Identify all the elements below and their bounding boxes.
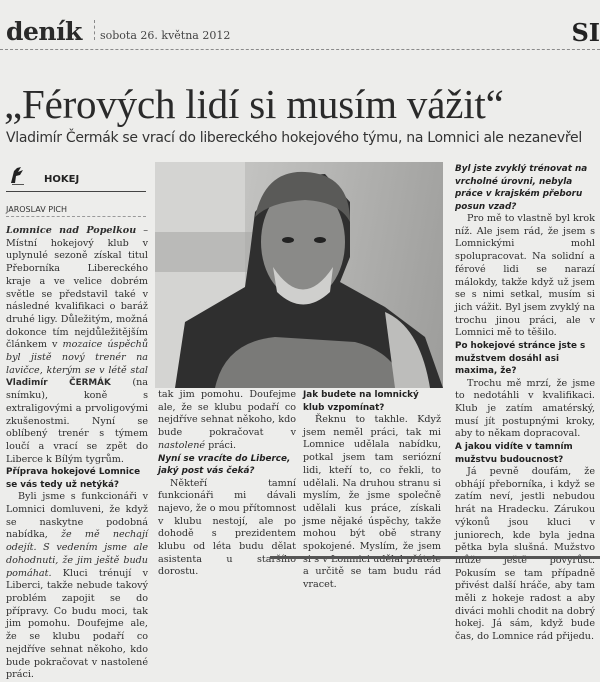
question: Jak budete na lomnický klub vzpomínat? — [303, 390, 419, 413]
column-4 — [455, 163, 595, 644]
column-3 — [303, 389, 441, 592]
question: Po hokejové stránce jste s mužstvem dosáhl asi maxima, že? — [455, 341, 586, 377]
lead-name: Vladimír ČERMÁK — [6, 378, 111, 389]
answer: Někteří tamní funkcionáři mi dávali najevo, že o mou přítomnost v klubu nestojí, ale po dohodě s prezidentem klubu od léta budu dělat asistenta u staršího dorostu. — [158, 477, 296, 578]
article-headline: „Férových lidí si musím vážit“ — [4, 81, 504, 127]
portrait-photo — [155, 162, 443, 388]
answer: Trochu mě mrzí, že jsme to nedotáhli v kvalifikaci. Klub je zatím amatérský, musí jít postupnými kroky, aby to někam dopracoval. — [455, 377, 595, 440]
answer: Já pevně doufám, že obhájí přeborníka, i když se zatím neví, jestli nebudou hrát na Hradecku. Zárukou výkonů jsou kluci v juniorech, kde byla jedna pětka byla slušná. Mužstvo může ještě povyrůst. Pokusím se tam případně přivést další hráče, aby tam měli z hokeje radost a aby diváci mohli chodit na dobrý hokej. Já sám, když bude čas, do Lomnice rád přijedu. — [455, 466, 595, 643]
masthead — [0, 0, 600, 50]
question: Byl jste zvyklý trénovat na vrcholné úrovni, nebyla práce v krajském přeboru posun vzad? — [455, 164, 588, 212]
question: Nyní se vracíte do Liberce, jaký post vás čeká? — [158, 453, 291, 477]
question: A jakou vidíte v tamním mužstvu budoucnost? — [455, 442, 573, 465]
lead-italic: mozaice úspěchů byl jistě nový trenér na lavičce, kterým se v létě stal — [6, 339, 148, 376]
issue-date: sobota 26. května 2012 — [100, 29, 231, 42]
portrait-image — [155, 162, 443, 388]
author-byline: JAROSLAV PICH — [6, 205, 146, 217]
masthead-divider — [94, 20, 95, 40]
rubric-label: HOKEJ — [44, 174, 80, 185]
answer-continued: tak jim pomohu. Doufejme ale, že se klubu podaří co nejdříve sehnat někoho, kdo bude pokračovat v nastolené práci. — [158, 389, 296, 451]
hockey-player-icon — [8, 165, 28, 185]
answer: Řeknu to takhle. Když jsem neměl práci, tak mi Lomnice udělala nabídku, potkal jsem tam seriózní lidi, kteří to, co řekli, to udělali. Na druhou stranu si myslím, že jsme společně udělali kus práce, získali jsme nějaké úspěchy, takže mohou být obě strany spokojené. Myslím, že jsem si s v Lomnici udělal přátele a určitě se tam budu rád vracet. — [303, 414, 441, 591]
article-subheadline: Vladimír Čermák se vrací do libereckého hokejového týmu, na Lomnici ale nezanevřel — [6, 130, 582, 146]
section-rubric — [6, 163, 146, 192]
column-2 — [158, 389, 296, 579]
answer: Pro mě to vlastně byl krok níž. Ale jsem rád, že jsem s Lomnickými mohl spolupracovat. Na solidní a férové lidi se narazí málokdy, takže když už jsem se s nimi setkal, musím si jich vážit. Byl jsem zvyklý na trochu jinou práci, ale v Lomnici mě to těšilo. — [455, 213, 595, 339]
lead-paragraph — [6, 225, 148, 466]
question: Příprava hokejové Lomnice se vás tedy už netýká? — [6, 467, 141, 490]
section-title-fragment: SI — [571, 18, 600, 47]
masthead-rule — [0, 49, 600, 50]
newspaper-logo: deník — [6, 17, 82, 46]
lead-place: Lomnice nad Popelkou — [6, 225, 137, 236]
lead-text-end: (na snímku), koně s extraligovými a prvoligovými zkušenostmi. Nyní se oblíbený trenér s týmem loučí a vrací se zpět do Liberce k Bílým tygrům. — [6, 377, 148, 465]
lead-text: – Místní hokejový klub v uplynulé sezoně získal titul Přeborníka Libereckého kraje a ve velice dobrém světle se představil také v následné kvalifikaci o baráž druhé ligy. Důležitým, možná dokonce tím nejdůležitějším článkem v — [6, 225, 148, 351]
column-1 — [6, 225, 148, 682]
bottom-rule — [270, 556, 600, 559]
answer: Byli jsme s funkcionáři v Lomnici domluveni, že když se naskytne podobná nabídka, že mě nechají odejít. S vedením jsme ale dohodnuti, že jim ještě budu pomáhat. Kluci trénují v Liberci, takže nebude takový problém zapojit se do přípravy. Co budu moci, tak jim pomohu. Doufejme ale, že se klubu podaří co nejdříve sehnat někoho, kdo bude pokračovat v nastolené práci. — [6, 491, 148, 681]
